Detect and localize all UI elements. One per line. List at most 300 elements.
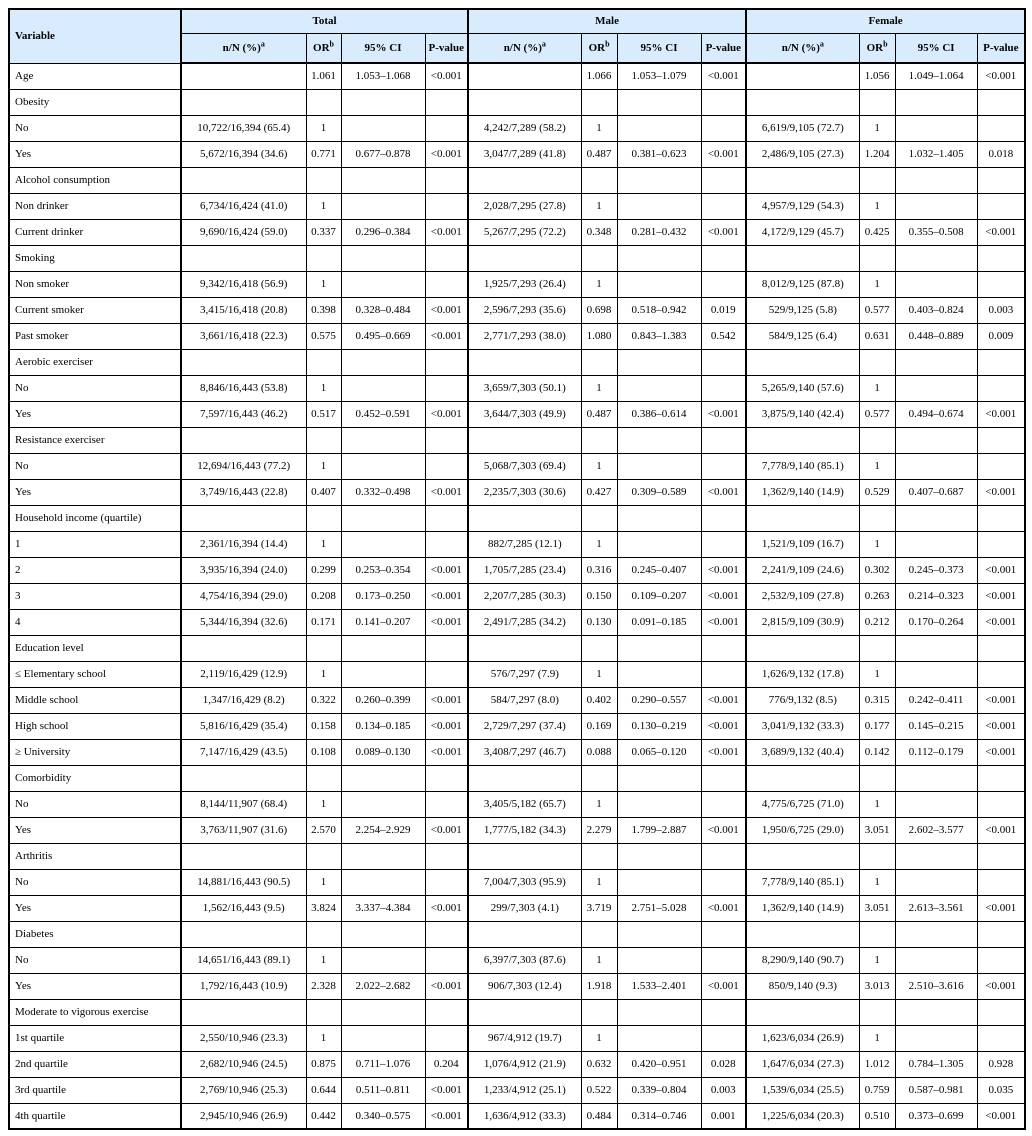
table-cell: [977, 115, 1025, 141]
table-cell: [859, 999, 895, 1025]
col-header-total-p: P-value: [425, 33, 468, 63]
table-cell: 8,846/16,443 (53.8): [181, 375, 306, 401]
footnote-b-marker: b: [883, 39, 888, 49]
table-cell: [859, 349, 895, 375]
table-cell: <0.001: [977, 401, 1025, 427]
table-cell: 7,004/7,303 (95.9): [468, 869, 581, 895]
table-cell: 0.577: [859, 297, 895, 323]
table-cell: 0.328–0.484: [341, 297, 425, 323]
table-cell: [341, 765, 425, 791]
table-cell: [468, 635, 581, 661]
table-cell: <0.001: [701, 713, 746, 739]
table-cell: [895, 349, 977, 375]
table-cell: [977, 1025, 1025, 1051]
table-cell: 0.296–0.384: [341, 219, 425, 245]
table-cell: 1: [859, 271, 895, 297]
table-cell: 0.170–0.264: [895, 609, 977, 635]
table-cell: 2,491/7,285 (34.2): [468, 609, 581, 635]
table-cell: [341, 349, 425, 375]
table-cell: 0.009: [977, 323, 1025, 349]
table-cell: 1: [306, 1025, 341, 1051]
table-cell: 0.542: [701, 323, 746, 349]
table-cell: 1,647/6,034 (27.3): [746, 1051, 859, 1077]
table-cell: 2,235/7,303 (30.6): [468, 479, 581, 505]
table-cell: 9,342/16,418 (56.9): [181, 271, 306, 297]
table-cell: 3,041/9,132 (33.3): [746, 713, 859, 739]
table-cell: 7,597/16,443 (46.2): [181, 401, 306, 427]
table-cell: <0.001: [425, 739, 468, 765]
table-cell: [701, 349, 746, 375]
table-cell: 3,689/9,132 (40.4): [746, 739, 859, 765]
table-cell: [701, 765, 746, 791]
table-cell: 0.427: [581, 479, 617, 505]
table-cell: 8,144/11,907 (68.4): [181, 791, 306, 817]
table-cell: [977, 505, 1025, 531]
table-cell: 0.208: [306, 583, 341, 609]
table-cell: <0.001: [425, 297, 468, 323]
table-cell: [468, 999, 581, 1025]
table-cell: [425, 167, 468, 193]
table-cell: [617, 193, 701, 219]
table-cell: 0.452–0.591: [341, 401, 425, 427]
table-row: [9, 583, 1025, 609]
table-cell: [425, 843, 468, 869]
table-cell: 0.309–0.589: [617, 479, 701, 505]
table-cell: [701, 427, 746, 453]
table-cell: 1: [859, 531, 895, 557]
table-cell: [895, 999, 977, 1025]
table-cell: 1: [306, 947, 341, 973]
table-cell: [977, 999, 1025, 1025]
table-cell: 0.108: [306, 739, 341, 765]
section-header-row: [9, 765, 1025, 791]
table-cell: 3,935/16,394 (24.0): [181, 557, 306, 583]
table-cell: [895, 1025, 977, 1051]
table-cell: [859, 427, 895, 453]
row-label: Yes: [9, 141, 181, 167]
table-cell: [341, 635, 425, 661]
table-cell: [341, 921, 425, 947]
table-row: [9, 973, 1025, 999]
table-cell: 2.510–3.616: [895, 973, 977, 999]
or-label: OR: [588, 41, 606, 54]
table-cell: 3,875/9,140 (42.4): [746, 401, 859, 427]
table-cell: 0.150: [581, 583, 617, 609]
table-row: [9, 63, 1025, 89]
table-cell: [425, 791, 468, 817]
table-cell: <0.001: [701, 557, 746, 583]
table-cell: [977, 375, 1025, 401]
table-cell: 3,749/16,443 (22.8): [181, 479, 306, 505]
table-cell: 0.245–0.373: [895, 557, 977, 583]
table-cell: [617, 349, 701, 375]
table-cell: [341, 271, 425, 297]
table-cell: [895, 89, 977, 115]
section-header-row: [9, 245, 1025, 271]
table-cell: [181, 245, 306, 271]
table-cell: [341, 89, 425, 115]
col-header-female-ci: 95% CI: [895, 33, 977, 63]
table-cell: 14,651/16,443 (89.1): [181, 947, 306, 973]
table-cell: [977, 427, 1025, 453]
row-label: Yes: [9, 479, 181, 505]
table-cell: 0.337: [306, 219, 341, 245]
table-cell: 1.533–2.401: [617, 973, 701, 999]
row-label: Current drinker: [9, 219, 181, 245]
table-cell: 0.631: [859, 323, 895, 349]
table-cell: [746, 167, 859, 193]
row-label: 1: [9, 531, 181, 557]
section-label: Diabetes: [9, 921, 181, 947]
table-cell: <0.001: [425, 63, 468, 89]
table-cell: [468, 505, 581, 531]
table-cell: [701, 531, 746, 557]
table-cell: [977, 193, 1025, 219]
table-row: [9, 1077, 1025, 1103]
row-label: No: [9, 115, 181, 141]
table-cell: [746, 921, 859, 947]
table-cell: 0.142: [859, 739, 895, 765]
table-cell: [425, 453, 468, 479]
table-cell: [977, 245, 1025, 271]
table-cell: 1,362/9,140 (14.9): [746, 479, 859, 505]
table-cell: [701, 453, 746, 479]
section-label: Alcohol consumption: [9, 167, 181, 193]
table-cell: [701, 375, 746, 401]
table-cell: 2,532/9,109 (27.8): [746, 583, 859, 609]
table-cell: 2,028/7,295 (27.8): [468, 193, 581, 219]
table-cell: <0.001: [425, 1103, 468, 1129]
table-cell: 0.109–0.207: [617, 583, 701, 609]
table-cell: [895, 869, 977, 895]
table-row: [9, 375, 1025, 401]
table-cell: 0.322: [306, 687, 341, 713]
table-cell: 2,682/10,946 (24.5): [181, 1051, 306, 1077]
row-label: Yes: [9, 401, 181, 427]
table-cell: 0.487: [581, 401, 617, 427]
table-cell: 8,290/9,140 (90.7): [746, 947, 859, 973]
table-cell: [581, 765, 617, 791]
table-cell: 1.080: [581, 323, 617, 349]
table-cell: 0.003: [701, 1077, 746, 1103]
table-cell: <0.001: [425, 219, 468, 245]
table-cell: 0.511–0.811: [341, 1077, 425, 1103]
table-cell: 0.510: [859, 1103, 895, 1129]
table-cell: [468, 167, 581, 193]
table-cell: [701, 999, 746, 1025]
table-cell: 850/9,140 (9.3): [746, 973, 859, 999]
section-label: Arthritis: [9, 843, 181, 869]
table-cell: <0.001: [425, 479, 468, 505]
table-row: [9, 739, 1025, 765]
table-cell: 2,596/7,293 (35.6): [468, 297, 581, 323]
table-cell: 0.302: [859, 557, 895, 583]
table-cell: [746, 999, 859, 1025]
table-cell: 0.518–0.942: [617, 297, 701, 323]
table-cell: <0.001: [977, 63, 1025, 89]
table-cell: [341, 869, 425, 895]
row-label: Current smoker: [9, 297, 181, 323]
table-cell: 0.402: [581, 687, 617, 713]
table-cell: [746, 245, 859, 271]
table-cell: 0.386–0.614: [617, 401, 701, 427]
group-header-female: Female: [746, 9, 1025, 33]
table-cell: [341, 843, 425, 869]
table-cell: [746, 505, 859, 531]
col-header-male-or: [581, 33, 617, 63]
table-cell: [701, 193, 746, 219]
table-cell: [581, 921, 617, 947]
row-label: ≥ University: [9, 739, 181, 765]
table-cell: <0.001: [425, 401, 468, 427]
table-cell: 0.299: [306, 557, 341, 583]
table-cell: <0.001: [425, 557, 468, 583]
row-label: Middle school: [9, 687, 181, 713]
col-header-male-ci: 95% CI: [617, 33, 701, 63]
table-cell: [468, 245, 581, 271]
row-label: Past smoker: [9, 323, 181, 349]
table-cell: [425, 193, 468, 219]
table-cell: [617, 271, 701, 297]
table-cell: 1,233/4,912 (25.1): [468, 1077, 581, 1103]
table-row: [9, 141, 1025, 167]
table-cell: 2,119/16,429 (12.9): [181, 661, 306, 687]
table-cell: 3.051: [859, 817, 895, 843]
table-row: [9, 1103, 1025, 1129]
table-cell: [425, 921, 468, 947]
table-cell: [181, 635, 306, 661]
table-cell: 1.918: [581, 973, 617, 999]
table-row: [9, 895, 1025, 921]
table-cell: 0.784–1.305: [895, 1051, 977, 1077]
table-cell: 0.003: [977, 297, 1025, 323]
table-cell: 0.495–0.669: [341, 323, 425, 349]
table-cell: [425, 115, 468, 141]
table-cell: 0.332–0.498: [341, 479, 425, 505]
table-cell: 0.587–0.981: [895, 1077, 977, 1103]
row-label: Non drinker: [9, 193, 181, 219]
table-row: [9, 609, 1025, 635]
table-cell: 3,659/7,303 (50.1): [468, 375, 581, 401]
table-cell: 1,925/7,293 (26.4): [468, 271, 581, 297]
table-cell: [617, 765, 701, 791]
table-cell: 2.570: [306, 817, 341, 843]
table-cell: 0.575: [306, 323, 341, 349]
row-label: No: [9, 791, 181, 817]
table-cell: 1: [859, 947, 895, 973]
table-cell: 1: [859, 791, 895, 817]
table-cell: <0.001: [425, 687, 468, 713]
table-cell: 1: [859, 193, 895, 219]
table-cell: [425, 635, 468, 661]
table-cell: 299/7,303 (4.1): [468, 895, 581, 921]
table-cell: [425, 349, 468, 375]
table-row: [9, 193, 1025, 219]
table-cell: 0.212: [859, 609, 895, 635]
table-cell: 1: [859, 661, 895, 687]
table-cell: 0.529: [859, 479, 895, 505]
footnote-a-marker: a: [260, 39, 265, 49]
table-cell: <0.001: [701, 583, 746, 609]
table-cell: 1,539/6,034 (25.5): [746, 1077, 859, 1103]
table-cell: 2,771/7,293 (38.0): [468, 323, 581, 349]
table-cell: 2.751–5.028: [617, 895, 701, 921]
table-cell: 1: [306, 375, 341, 401]
table-cell: 3,047/7,289 (41.8): [468, 141, 581, 167]
table-cell: 0.214–0.323: [895, 583, 977, 609]
table-cell: <0.001: [425, 323, 468, 349]
table-cell: [859, 505, 895, 531]
table-cell: [181, 63, 306, 89]
table-cell: [181, 89, 306, 115]
table-row: [9, 401, 1025, 427]
section-label: Moderate to vigorous exercise: [9, 999, 181, 1025]
row-label: No: [9, 869, 181, 895]
table-cell: 0.843–1.383: [617, 323, 701, 349]
table-cell: 1: [306, 531, 341, 557]
table-row: [9, 453, 1025, 479]
table-cell: <0.001: [701, 401, 746, 427]
table-cell: [306, 245, 341, 271]
table-cell: <0.001: [977, 687, 1025, 713]
table-cell: 0.315: [859, 687, 895, 713]
table-cell: [306, 89, 341, 115]
table-cell: 1: [859, 1025, 895, 1051]
table-cell: [425, 765, 468, 791]
nn-label: n/N (%): [503, 41, 542, 54]
row-label: Yes: [9, 973, 181, 999]
table-cell: 1.056: [859, 63, 895, 89]
table-cell: [977, 271, 1025, 297]
table-cell: 4,775/6,725 (71.0): [746, 791, 859, 817]
table-cell: 0.698: [581, 297, 617, 323]
table-cell: [617, 167, 701, 193]
table-cell: 1: [306, 661, 341, 687]
table-cell: 0.088: [581, 739, 617, 765]
table-cell: [977, 765, 1025, 791]
table-cell: <0.001: [425, 583, 468, 609]
table-cell: [701, 661, 746, 687]
table-cell: [977, 167, 1025, 193]
table-cell: 1,792/16,443 (10.9): [181, 973, 306, 999]
table-cell: <0.001: [701, 219, 746, 245]
table-cell: [701, 245, 746, 271]
table-cell: 2.613–3.561: [895, 895, 977, 921]
table-row: [9, 1051, 1025, 1077]
table-cell: 0.577: [859, 401, 895, 427]
table-cell: <0.001: [425, 895, 468, 921]
table-cell: 2,550/10,946 (23.3): [181, 1025, 306, 1051]
table-header: [9, 9, 1025, 63]
table-cell: 0.711–1.076: [341, 1051, 425, 1077]
table-cell: [617, 375, 701, 401]
table-cell: <0.001: [977, 479, 1025, 505]
table-cell: [895, 531, 977, 557]
table-cell: [581, 89, 617, 115]
table-cell: 0.253–0.354: [341, 557, 425, 583]
table-cell: 14,881/16,443 (90.5): [181, 869, 306, 895]
table-cell: [895, 765, 977, 791]
table-cell: 1,950/6,725 (29.0): [746, 817, 859, 843]
table-cell: 0.448–0.889: [895, 323, 977, 349]
table-cell: 1: [581, 115, 617, 141]
table-cell: [617, 453, 701, 479]
table-cell: 1: [859, 453, 895, 479]
table-cell: 0.091–0.185: [617, 609, 701, 635]
table-cell: 0.028: [701, 1051, 746, 1077]
table-cell: 8,012/9,125 (87.8): [746, 271, 859, 297]
table-cell: 0.875: [306, 1051, 341, 1077]
table-cell: [341, 375, 425, 401]
table-cell: [425, 661, 468, 687]
table-cell: 3.824: [306, 895, 341, 921]
table-cell: <0.001: [701, 817, 746, 843]
section-label: Aerobic exerciser: [9, 349, 181, 375]
table-cell: 4,242/7,289 (58.2): [468, 115, 581, 141]
table-cell: [701, 1025, 746, 1051]
table-cell: 882/7,285 (12.1): [468, 531, 581, 557]
table-cell: 1.061: [306, 63, 341, 89]
table-cell: 3.337–4.384: [341, 895, 425, 921]
row-label: No: [9, 375, 181, 401]
table-cell: [581, 843, 617, 869]
table-cell: [181, 999, 306, 1025]
table-cell: 584/7,297 (8.0): [468, 687, 581, 713]
table-cell: [859, 167, 895, 193]
table-cell: 0.134–0.185: [341, 713, 425, 739]
table-cell: 2,945/10,946 (26.9): [181, 1103, 306, 1129]
row-label: 1st quartile: [9, 1025, 181, 1051]
odds-ratio-table: [8, 8, 1026, 1130]
table-cell: 7,778/9,140 (85.1): [746, 869, 859, 895]
table-cell: [859, 89, 895, 115]
table-cell: 1: [859, 869, 895, 895]
table-row: [9, 323, 1025, 349]
table-cell: 0.407: [306, 479, 341, 505]
table-cell: <0.001: [701, 739, 746, 765]
table-cell: <0.001: [701, 687, 746, 713]
table-row: [9, 271, 1025, 297]
table-cell: 0.340–0.575: [341, 1103, 425, 1129]
table-cell: [425, 531, 468, 557]
row-label: No: [9, 453, 181, 479]
table-cell: [617, 89, 701, 115]
table-cell: [306, 349, 341, 375]
table-cell: 5,816/16,429 (35.4): [181, 713, 306, 739]
table-cell: [341, 427, 425, 453]
nn-label: n/N (%): [781, 41, 820, 54]
table-cell: [895, 115, 977, 141]
table-cell: 1.012: [859, 1051, 895, 1077]
table-cell: [617, 635, 701, 661]
table-cell: [617, 1025, 701, 1051]
section-header-row: [9, 167, 1025, 193]
table-cell: 0.177: [859, 713, 895, 739]
table-cell: [977, 661, 1025, 687]
table-cell: 0.001: [701, 1103, 746, 1129]
table-cell: [306, 635, 341, 661]
group-header-male: Male: [468, 9, 746, 33]
table-cell: <0.001: [977, 1103, 1025, 1129]
table-cell: [581, 349, 617, 375]
table-cell: [895, 427, 977, 453]
table-cell: [581, 167, 617, 193]
table-cell: 0.245–0.407: [617, 557, 701, 583]
table-cell: 6,397/7,303 (87.6): [468, 947, 581, 973]
table-cell: <0.001: [977, 973, 1025, 999]
table-cell: 0.373–0.699: [895, 1103, 977, 1129]
table-cell: <0.001: [701, 895, 746, 921]
